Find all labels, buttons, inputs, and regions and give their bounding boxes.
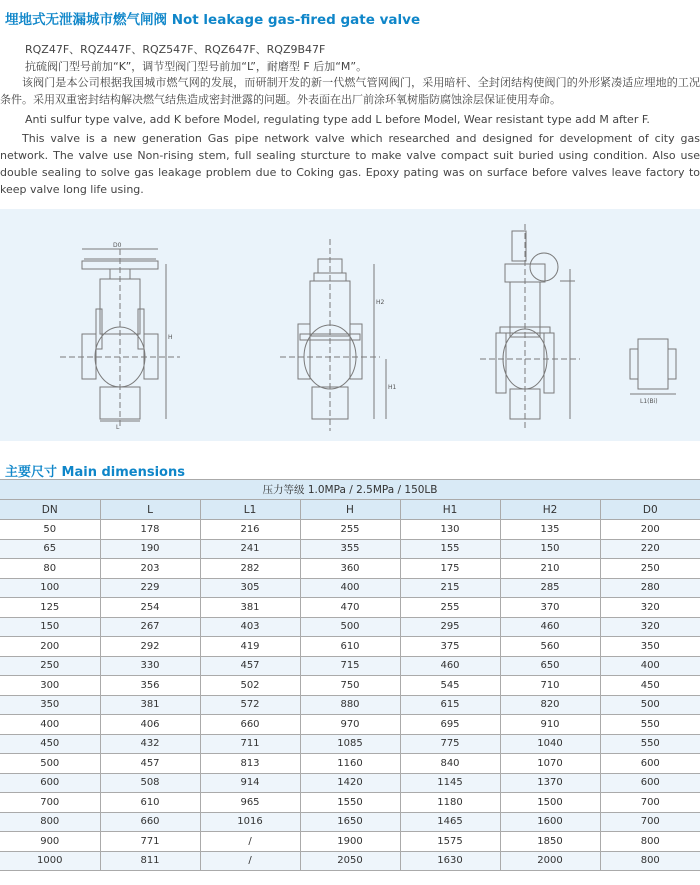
table-cell: 295 — [400, 617, 500, 637]
table-cell: 1850 — [500, 832, 600, 852]
valve-drawing-front-handwheel — [60, 249, 180, 429]
table-cell: 292 — [100, 637, 200, 657]
technical-drawing-area — [0, 209, 700, 441]
table-cell: 660 — [100, 812, 200, 832]
table-cell: 508 — [100, 773, 200, 793]
table-cell: 450 — [600, 676, 700, 696]
table-cell: 100 — [0, 578, 100, 598]
table-cell: 550 — [600, 715, 700, 735]
table-cell: 914 — [200, 773, 300, 793]
table-cell: 350 — [0, 695, 100, 715]
table-cell: 880 — [300, 695, 400, 715]
table-cell: 500 — [300, 617, 400, 637]
table-cell: 1180 — [400, 793, 500, 813]
header-cell: H1 — [400, 500, 500, 520]
table-row — [0, 676, 700, 696]
table-cell: 545 — [400, 676, 500, 696]
table-cell: 700 — [0, 793, 100, 813]
table-cell: 1145 — [400, 773, 500, 793]
table-cell: 200 — [0, 637, 100, 657]
table-cell: 1575 — [400, 832, 500, 852]
table-row — [0, 832, 700, 852]
table-row — [0, 539, 700, 559]
header-cell: H — [300, 500, 400, 520]
table-cell: 320 — [600, 617, 700, 637]
table-cell: 241 — [200, 539, 300, 559]
table-row — [0, 578, 700, 598]
table-cell: 1600 — [500, 812, 600, 832]
table-cell: 150 — [0, 617, 100, 637]
table-cell: 280 — [600, 578, 700, 598]
valve-drawing-front-cap — [280, 239, 386, 431]
header-cell: H2 — [500, 500, 600, 520]
header-cell: L — [100, 500, 200, 520]
table-row — [0, 793, 700, 813]
table-cell: 1016 — [200, 812, 300, 832]
table-cell: 610 — [100, 793, 200, 813]
valve-drawings — [0, 209, 700, 441]
label-h1: H1 — [388, 384, 397, 391]
table-cell: 970 — [300, 715, 400, 735]
table-cell: 775 — [400, 734, 500, 754]
table-cell: 800 — [0, 812, 100, 832]
table-cell: 600 — [600, 773, 700, 793]
table-cell: 900 — [0, 832, 100, 852]
label-l-note: L1(Bi) — [640, 398, 658, 405]
table-cell: 300 — [0, 676, 100, 696]
table-cell: 216 — [200, 520, 300, 540]
table-cell: 1550 — [300, 793, 400, 813]
table-cell: 285 — [500, 578, 600, 598]
table-cell: 370 — [500, 598, 600, 618]
table-cell: 356 — [100, 676, 200, 696]
table-cell: 500 — [600, 695, 700, 715]
table-cell: 220 — [600, 539, 700, 559]
english-suffix-note: Anti sulfur type valve, add K before Model, regulating type add L before Model, Wear resistant type add M after F. — [25, 113, 650, 126]
table-cell: 600 — [600, 754, 700, 774]
table-cell: 710 — [500, 676, 600, 696]
table-cell: 1650 — [300, 812, 400, 832]
table-cell: 700 — [600, 812, 700, 832]
pressure-label: 压力等级 1.0MPa / 2.5MPa / 150LB — [0, 480, 700, 500]
table-cell: 267 — [100, 617, 200, 637]
table-cell: 254 — [100, 598, 200, 618]
english-description: This valve is a new generation Gas pipe network valve which researched and designed for development of city gas network. The valve use Non-rising stem, full sealing sturcture to make valve compact suit buried using condition. Also use double sealing to solve gas leakage problem due to Coking gas. Epoxy pating was on surface before valves leave factory to keep valve long life using. — [0, 132, 700, 196]
table-row — [0, 734, 700, 754]
table-cell: 1160 — [300, 754, 400, 774]
pressure-row — [0, 480, 700, 500]
table-cell: 150 — [500, 539, 600, 559]
label-l: L — [116, 424, 120, 431]
table-cell: 1500 — [500, 793, 600, 813]
end-connection-detail — [630, 339, 676, 394]
table-cell: 813 — [200, 754, 300, 774]
table-cell: 65 — [0, 539, 100, 559]
table-cell: 200 — [600, 520, 700, 540]
table-cell: 282 — [200, 559, 300, 579]
table-cell: 229 — [100, 578, 200, 598]
table-cell: 500 — [0, 754, 100, 774]
table-cell: 130 — [400, 520, 500, 540]
table-cell: 600 — [0, 773, 100, 793]
table-cell: 550 — [600, 734, 700, 754]
table-cell: 360 — [300, 559, 400, 579]
table-cell: 400 — [300, 578, 400, 598]
table-cell: 80 — [0, 559, 100, 579]
table-row — [0, 715, 700, 735]
table-row — [0, 520, 700, 540]
table-cell: 381 — [100, 695, 200, 715]
table-cell: 1040 — [500, 734, 600, 754]
table-cell: 840 — [400, 754, 500, 774]
table-cell: 610 — [300, 637, 400, 657]
table-cell: 250 — [600, 559, 700, 579]
table-cell: 800 — [600, 832, 700, 852]
table-cell: 155 — [400, 539, 500, 559]
table-cell: 355 — [300, 539, 400, 559]
table-cell: 450 — [0, 734, 100, 754]
table-row — [0, 695, 700, 715]
table-cell: 1000 — [0, 851, 100, 871]
table-cell: / — [200, 851, 300, 871]
table-cell: 1070 — [500, 754, 600, 774]
table-row — [0, 559, 700, 579]
table-cell: 2050 — [300, 851, 400, 871]
header-cell: DN — [0, 500, 100, 520]
table-cell: 965 — [200, 793, 300, 813]
table-cell: 432 — [100, 734, 200, 754]
page-title: 埋地式无泄漏城市燃气闸阀 Not leakage gas-fired gate valve — [5, 12, 421, 28]
table-cell: 695 — [400, 715, 500, 735]
table-cell: 419 — [200, 637, 300, 657]
table-row — [0, 656, 700, 676]
table-cell: 1420 — [300, 773, 400, 793]
table-cell: 255 — [400, 598, 500, 618]
table-cell: 375 — [400, 637, 500, 657]
table-cell: 700 — [600, 793, 700, 813]
table-row — [0, 851, 700, 871]
table-cell: 350 — [600, 637, 700, 657]
table-cell: 560 — [500, 637, 600, 657]
table-cell: 320 — [600, 598, 700, 618]
table-cell: 203 — [100, 559, 200, 579]
table-cell: 820 — [500, 695, 600, 715]
table-cell: / — [200, 832, 300, 852]
table-cell: 1900 — [300, 832, 400, 852]
table-cell: 650 — [500, 656, 600, 676]
table-cell: 381 — [200, 598, 300, 618]
section-title: 主要尺寸 Main dimensions — [5, 465, 185, 480]
table-cell: 400 — [600, 656, 700, 676]
table-row — [0, 754, 700, 774]
table-row — [0, 617, 700, 637]
table-cell: 457 — [100, 754, 200, 774]
table-cell: 1630 — [400, 851, 500, 871]
table-cell: 1085 — [300, 734, 400, 754]
table-cell: 406 — [100, 715, 200, 735]
table-cell: 771 — [100, 832, 200, 852]
table-cell: 811 — [100, 851, 200, 871]
table-row — [0, 812, 700, 832]
table-cell: 210 — [500, 559, 600, 579]
table-cell: 250 — [0, 656, 100, 676]
table-cell: 215 — [400, 578, 500, 598]
table-cell: 615 — [400, 695, 500, 715]
model-suffix-note: 抗硫阀门型号前加“K”，调节型阀门型号前加“L”，耐磨型 F 后加“M”。 — [25, 60, 368, 73]
table-cell: 470 — [300, 598, 400, 618]
label-d0: D0 — [113, 242, 122, 249]
valve-drawing-side-gearbox — [480, 224, 580, 431]
table-cell: 502 — [200, 676, 300, 696]
header-row — [0, 500, 700, 520]
table-cell: 178 — [100, 520, 200, 540]
table-cell: 330 — [100, 656, 200, 676]
table-cell: 190 — [100, 539, 200, 559]
chinese-description: 该阀门是本公司根据我国城市燃气网的发展，而研制开发的新一代燃气管网阀门，采用暗杆、全封闭结构使阀门的外形紧凑适应埋地的工况条件。采用双重密封结构解决燃气结焦造成密封泄露的问题。外表面在出厂前涂环氧树脂防腐蚀涂层保证使用寿命。 — [0, 76, 700, 106]
header-cell: L1 — [200, 500, 300, 520]
table-cell: 750 — [300, 676, 400, 696]
table-cell: 572 — [200, 695, 300, 715]
table-cell: 660 — [200, 715, 300, 735]
label-h: H — [168, 334, 173, 341]
header-cell: D0 — [600, 500, 700, 520]
table-cell: 460 — [400, 656, 500, 676]
dimensions-table — [0, 479, 700, 871]
table-cell: 910 — [500, 715, 600, 735]
table-cell: 1370 — [500, 773, 600, 793]
table-cell: 711 — [200, 734, 300, 754]
table-cell: 1465 — [400, 812, 500, 832]
table-cell: 460 — [500, 617, 600, 637]
table-cell: 305 — [200, 578, 300, 598]
table-cell: 2000 — [500, 851, 600, 871]
label-h2: H2 — [376, 299, 385, 306]
table-cell: 255 — [300, 520, 400, 540]
table-cell: 135 — [500, 520, 600, 540]
table-row — [0, 598, 700, 618]
table-row — [0, 637, 700, 657]
table-cell: 400 — [0, 715, 100, 735]
table-row — [0, 773, 700, 793]
table-cell: 403 — [200, 617, 300, 637]
table-cell: 715 — [300, 656, 400, 676]
table-cell: 50 — [0, 520, 100, 540]
table-cell: 175 — [400, 559, 500, 579]
table-cell: 800 — [600, 851, 700, 871]
model-list: RQZ47F、RQZ447F、RQZ547F、RQZ647F、RQZ9B47F — [25, 43, 326, 56]
table-cell: 457 — [200, 656, 300, 676]
table-cell: 125 — [0, 598, 100, 618]
